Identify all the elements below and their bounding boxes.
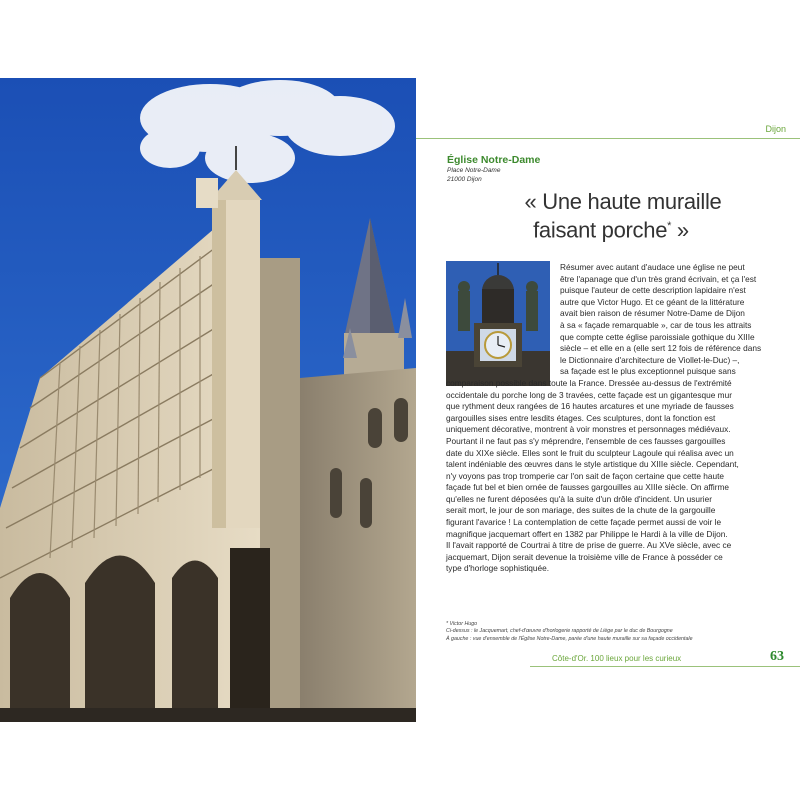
body-line: magnifique jacquemart offert en 1382 par Philippe le Hardi à la ville de Dijon.: [446, 528, 728, 539]
church-photo: [0, 78, 416, 722]
body-line: jacquemart, Dijon serait devenue la troisième ville de France à posséder ce: [446, 551, 723, 562]
body-line: puisque l'auteur de cette description lapidaire n'est: [560, 285, 746, 296]
body-line: à sa « façade remarquable », car de tous les attraits: [560, 319, 752, 330]
body-line: serait mort, le jour de son mariage, des suites de la chute de la gargouille: [446, 505, 716, 516]
body-line: talent indéniable des œuvres dans le style artistique du XIIIe siècle. Cependant,: [446, 459, 739, 470]
footnotes: [446, 621, 786, 643]
body-line: Il l'avait rapporté de Courtrai à titre de prise de guerre. Au XVe siècle, avec ce: [446, 540, 732, 551]
body-line: uniquement décorative, montrent à voir monstres et personnages médiévaux.: [446, 424, 731, 435]
title-line2-end: »: [671, 217, 689, 243]
page-number: 63: [770, 649, 784, 664]
text-page: [416, 78, 800, 722]
body-line: être l'apanage que d'un très grand écrivain, et ça l'est: [560, 273, 757, 284]
body-line: siècle – et elle en a (elle sert 12 fois de référence dans: [560, 343, 762, 354]
body-line: que compte cette église paroissiale gothique du XIIIe: [560, 331, 755, 342]
venue-address-line1: Place Notre-Dame: [447, 167, 501, 174]
book-title: Côte-d'Or. 100 lieux pour les curieux: [552, 654, 682, 663]
footer-rule: [530, 666, 800, 667]
caption-above: Ci-dessus : le Jacquemart, chef-d'œuvre d'horlogerie rapporté de Liège par le duc de Bourgogne: [446, 628, 673, 635]
body-line: que rythment deux rangées de 16 hautes arcatures et une myriade de fausses: [446, 401, 734, 412]
venue-name: Église Notre-Dame: [447, 154, 541, 166]
body-line: occidentale du porche long de 3 travées, cette façade est un gigantesque mur: [446, 389, 732, 400]
body-line: Résumer avec autant d'audace une église ne peut: [560, 262, 745, 272]
body-line: façade fut bel et bien ornée de fausses gargouilles au XIIIe siècle. On affirme: [446, 482, 730, 493]
body-line: date du XIXe siècle. Elles sont le fruit du sculpteur Lagoule qui réalisa avec un: [446, 447, 734, 458]
book-spread: [0, 78, 800, 722]
footnote-author: * Victor Hugo: [446, 621, 478, 627]
title-footnote-mark: *: [667, 220, 672, 232]
title-line1: « Une haute muraille: [524, 189, 722, 214]
body-line: figurant l'avarice ! La contemplation de cette façade permet aussi de voir le: [446, 517, 722, 528]
venue-address-line2: 21000 Dijon: [447, 176, 482, 183]
article-body: [446, 262, 788, 575]
body-line: n'y voyons pas trop tromperie car l'on sait de façon certaine que cette haute: [446, 470, 725, 481]
body-line: Pourtant il ne faut pas s'y méprendre, l'ensemble de ces fausses gargouilles: [446, 435, 726, 446]
body-line: autre que Victor Hugo. Et ce géant de la littérature: [560, 296, 745, 307]
body-line: qu'elles ne furent déposées qu'à la suite d'un drôle d'incident. Un usurier: [446, 493, 713, 504]
title-line2: faisant porche: [533, 217, 668, 243]
body-line: type d'horloge sophistiquée.: [446, 563, 550, 574]
title-line2-wrap: [416, 214, 800, 242]
section-label: Dijon: [765, 124, 786, 134]
body-line: le Dictionnaire d'architecture de Viollet-le-Duc) –,: [560, 354, 740, 365]
header-rule: [416, 138, 800, 139]
body-line: comparaison possible dans toute la France. Dressée au-dessus de l'extrémité: [446, 377, 732, 388]
page-title: [416, 190, 800, 242]
body-line: sa façade est le plus exceptionnel puisque sans: [560, 366, 736, 377]
body-line: gargouilles sises entre lesdits étages. Ces sculptures, dont la fonction est: [446, 412, 716, 423]
body-line: avait bien raison de résumer Notre-Dame de Dijon: [560, 308, 745, 319]
caption-left: À gauche : vue d'ensemble de l'Église Notre-Dame, parée d'une haute muraille sur sa façade occidentale: [446, 635, 693, 642]
